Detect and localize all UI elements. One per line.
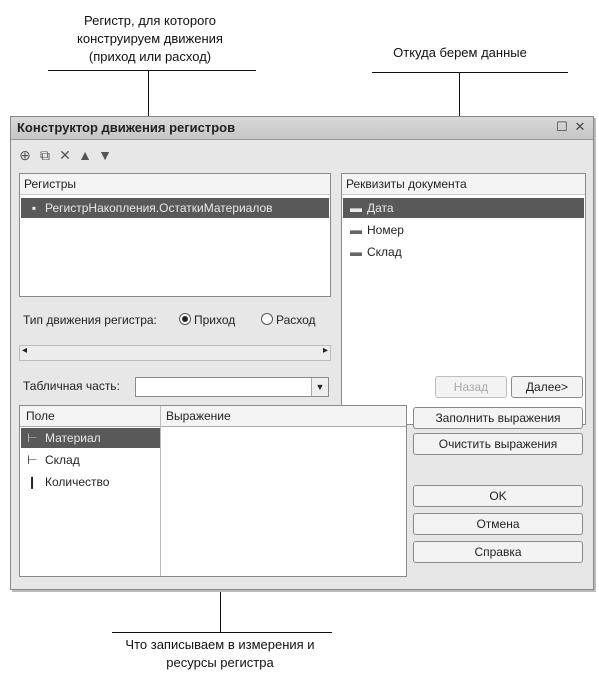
clear-expressions-button[interactable]: Очистить выражения <box>413 433 583 455</box>
requisite-label: Дата <box>367 201 394 215</box>
grid-cell-field: Количество <box>45 475 110 489</box>
next-button[interactable]: Далее> <box>511 376 583 398</box>
radio-expense-indicator[interactable] <box>261 313 273 325</box>
dialog-title: Конструктор движения регистров <box>17 120 236 135</box>
chevron-down-icon[interactable]: ▼ <box>311 378 328 396</box>
callout-source-underline <box>372 72 568 73</box>
callout-dimensions-line1: Что записываем в измерения и <box>125 637 315 652</box>
callout-source: Откуда берем данные <box>393 45 527 60</box>
table-part-label: Табличная часть: <box>23 379 120 393</box>
dimension-icon: ⊢ <box>27 431 38 445</box>
callout-dimensions-line2: ресурсы регистра <box>166 655 274 670</box>
register-item[interactable] <box>21 198 329 218</box>
dimension-icon: ⊢ <box>27 453 38 467</box>
horizontal-scrollbar[interactable] <box>19 345 331 361</box>
register-item-label: РегистрНакопления.ОстаткиМатериалов <box>45 201 273 215</box>
requisite-item[interactable] <box>343 220 584 240</box>
callout-register <box>40 12 260 66</box>
field-icon: ▬ <box>350 223 362 237</box>
table-row[interactable] <box>21 450 405 470</box>
delete-icon[interactable]: ✕ <box>59 147 71 163</box>
scroll-right-icon[interactable]: ▸ <box>322 345 328 356</box>
radio-income-label: Приход <box>194 313 236 327</box>
requisite-item[interactable] <box>343 242 584 262</box>
cancel-button[interactable]: Отмена <box>413 513 583 535</box>
radio-income[interactable] <box>179 313 235 327</box>
table-row[interactable] <box>21 472 405 492</box>
grid-cell-field: Материал <box>45 431 101 445</box>
copy-icon[interactable]: ⧉ <box>40 147 50 163</box>
resource-icon: ❙ <box>27 475 38 489</box>
grid-cell-field: Склад <box>45 453 80 467</box>
help-button[interactable]: Справка <box>413 541 583 563</box>
add-icon[interactable]: ⊕ <box>19 147 31 163</box>
callout-register-line3: (приход или расход) <box>88 49 212 64</box>
grid-header-field: Поле <box>26 409 55 423</box>
radio-expense-label: Расход <box>276 313 316 327</box>
table-row[interactable] <box>21 428 405 448</box>
grid-header-expression: Выражение <box>166 409 231 423</box>
radio-expense[interactable] <box>261 313 316 327</box>
close-icon[interactable]: ✕ <box>574 119 586 134</box>
requisite-label: Склад <box>367 245 402 259</box>
field-icon: ▬ <box>350 201 362 215</box>
scroll-left-icon[interactable]: ◂ <box>22 345 28 356</box>
registers-panel <box>19 173 331 297</box>
callout-register-line1: Регистр, для которого <box>83 13 217 28</box>
callout-dimensions-underline <box>112 632 332 633</box>
requisites-header: Реквизиты документа <box>342 174 585 195</box>
title-bar <box>11 117 593 140</box>
movement-type-label: Тип движения регистра: <box>23 313 157 327</box>
requisite-item[interactable] <box>343 198 584 218</box>
maximize-icon[interactable]: ☐ <box>556 119 568 134</box>
callout-register-line2: конструируем движения <box>77 31 223 46</box>
registers-header: Регистры <box>20 174 330 195</box>
fill-expressions-button[interactable]: Заполнить выражения <box>413 407 583 429</box>
callout-register-underline <box>48 70 256 71</box>
ok-button[interactable]: OK <box>413 485 583 507</box>
callout-dimensions <box>100 636 340 672</box>
register-icon: ▪ <box>31 201 37 215</box>
register-movement-dialog <box>10 116 594 590</box>
grid-header <box>20 406 406 427</box>
back-button[interactable]: Назад <box>435 376 507 398</box>
radio-income-indicator[interactable] <box>179 313 191 325</box>
move-up-icon[interactable]: ▲ <box>78 147 92 163</box>
move-down-icon[interactable]: ▼ <box>98 147 112 163</box>
table-part-select[interactable] <box>135 377 329 397</box>
requisite-label: Номер <box>367 223 404 237</box>
fields-grid <box>19 405 407 577</box>
field-icon: ▬ <box>350 245 362 259</box>
